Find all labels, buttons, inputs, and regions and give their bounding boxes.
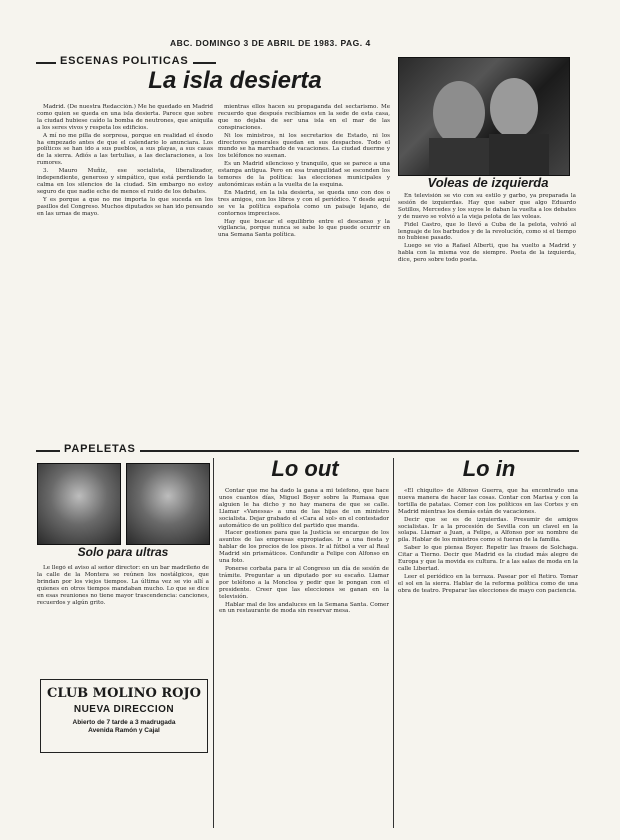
paragraph: Madrid. (De nuestra Redacción.) Me he quedado en Madrid como quien se queda en una isla desierta. Parece que sobre la ciudad hubiese caído la bomba de neutrones, que aniquila a los seres vivos y respeta los edificios.	[37, 104, 213, 131]
paragraph: Le llegó el aviso al señor director: en un bar madrileño de la calle de la Montera se reúnen los nostálgicos, que brindan por los viejos tiempos. La última vez se vio allí a quienes en otros tiempos mandaban mucho. Lo que se dice en esas reuniones no tiene mayor trascendencia: canciones, recuerdos y algún grito.	[37, 565, 209, 606]
voleas-headline: Voleas de izquierda	[427, 175, 549, 190]
paragraph: Hacer gestiones para que la Justicia se encargue de los asuntos de las empresas expropiadas. Ir a una fiesta y hablar de los precios de los pisos. Ir al fútbol a ver al Real Madrid sin prismáticos. Confundir a Felipe con Alfonso en una foto.	[219, 530, 389, 565]
ultras-photo-left	[37, 463, 121, 545]
paragraph: 3. Mauro Muñiz, ese socialista, liberalizador, independiente, generoso y simpático, que está perdiendo la calma en los silencios de la ciudad. Sin embargo no estoy seguro de que nadie eche de menos el ruido de los debates.	[37, 168, 213, 195]
voleas-photo	[398, 57, 570, 176]
paragraph: Hay que buscar el equilibrio entre el descanso y la vigilancia, porque nunca se sabe lo que puede ocurrir en una Semana Santa política.	[218, 218, 390, 239]
voleas-text	[398, 193, 576, 441]
paragraph: Es un Madrid silencioso y tranquilo, que se parece a una estampa antigua. Pero en esa tranquilidad se esconden los temores de la política: las elecciones municipales y autonómicas están a la vuelta de la esquina.	[218, 161, 390, 188]
column-divider	[213, 458, 214, 828]
portrait-figures-icon	[399, 58, 569, 175]
paragraph: Hablar mal de los andaluces en la Semana Santa. Comer en un restaurante de moda sin reservar mesa.	[219, 601, 389, 615]
ad-subtitle: NUEVA DIRECCION	[73, 704, 175, 715]
paragraph: A mí no me pilla de sorpresa, porque en realidad el éxodo ha empezado antes de que el calendario lo anunciara. Los políticos se han ido a sus pueblos, a sus playas, a sus casas de la sierra. Adiós a las tertulias, a las declaraciones, a los rumores.	[37, 132, 213, 167]
paragraph: Leer el periódico en la terraza. Pasear por el Retiro. Tomar el sol en la sierra. Hablar de la reforma política como de una obra de teatro. Preparar las elecciones de mayo con paciencia.	[398, 573, 578, 594]
ad-address: Avenida Ramón y Cajal	[88, 727, 160, 734]
ultras-photo-right	[126, 463, 210, 545]
paragraph: Decir que se es de izquierdas. Presumir de amigos socialistas. Ir a la procesión de Sevilla con un clavel en la solapa. Llamar a Juan, a Felipe, a Alfonso por su nombre de pila. Hablar de los ministros como si fueran de la familia.	[398, 516, 578, 544]
ad-title: CLUB MOLINO ROJO	[47, 686, 201, 701]
ultras-text	[37, 565, 209, 670]
paragraph: En televisión se vio con su estilo y garbo, ya preparada la sesión de izquierdas. Hay que saber que algo Eduardo Sotillos, Mercedes y los suyos le daban la vuelta a los debates y de nuevo se volvió a la vieja pelota de las voleas.	[398, 193, 576, 220]
paragraph: Contar que me ha dado la gana a mi teléfono, que hace unos cuantos días, Miguel Boyer sobre la Rumasa que alguien le ha dicho y no hay manera de que se calle. Llamar «Vanessa» a una de las hijas de un ministro socialista. Dejar grabado el «Cara al sol» en el contestador automático de un político del partido que manda.	[219, 488, 389, 529]
isla-headline: La isla desierta	[148, 67, 322, 94]
lo-in-text	[398, 488, 578, 828]
page-header: ABC. DOMINGO 3 DE ABRIL DE 1983. PAG. 4	[170, 38, 371, 48]
molino-rojo-ad	[40, 679, 208, 753]
paragraph: mientras ellos hacen su propaganda del sectarismo. Me recuerdo que después recibíamos en la sede de esta casa, que no dejaba de ser una isla en el mar de las conspiraciones.	[218, 104, 390, 131]
isla-column-1	[37, 104, 213, 442]
isla-column-2	[218, 104, 390, 442]
paragraph: Fidel Castro, que lo llevó a Cuba de la pelota, volvió al lenguaje de los barbudos y de la revolución, como si el tiempo no hubiese pasado.	[398, 221, 576, 242]
paragraph: Saber lo que piensa Boyer. Repetir las frases de Solchaga. Citar a Tierno. Decir que Madrid es la ciudad más alegre de Europa y que la movida es cultura. Ir a las salas de moda en la calle Libertad.	[398, 545, 578, 572]
paragraph: «El chiquito» de Alfonso Guerra, que ha encontrado una nueva manera de hacer las cosas. Contar con Marisa y con la tortilla de patatas. Comer con los políticos en las Cortes y en Madrid mientras los demás están de vacaciones.	[398, 488, 578, 515]
column-divider	[393, 458, 394, 828]
lo-in-headline: Lo in	[462, 456, 516, 481]
lo-out-headline: Lo out	[271, 456, 339, 481]
ultras-headline: Solo para ultras	[77, 545, 169, 559]
section-label-papeletas: PAPELETAS	[60, 443, 140, 455]
lo-out-text	[219, 488, 389, 828]
section-label-escenas: ESCENAS POLITICAS	[56, 55, 193, 67]
paragraph: En Madrid, en la isla desierta, se queda uno con dos o tres amigos, con los libros y con el periódico. Y desde aquí se ve la política española como un paisaje lejano, de contornos imprecisos.	[218, 189, 390, 217]
paragraph: Luego se vio a Rafael Alberti, que ha vuelto a Madrid y habla con la misma voz de siempre. Poeta de la izquierda, dice, pero sobre todo poeta.	[398, 243, 576, 264]
ad-hours: Abierto de 7 tarde a 3 madrugada	[72, 719, 176, 726]
paragraph: Ni los ministros, ni los secretarios de Estado, ni los directores generales quedan en sus despachos. Todo el mundo se ha marchado de vacaciones. La ciudad duerme y los teléfonos no suenan.	[218, 132, 390, 160]
paragraph: Y es porque a que no me importa lo que suceda en los pasillos del Congreso. Muchos diputados se han ido pensando en las urnas de mayo.	[37, 196, 213, 217]
paragraph: Ponerse corbata para ir al Congreso un día de sesión de trámite. Preguntar a un diputado por su escaño. Llamar por teléfono a la Moncloa y pedir que le pongan con el presidente. Creer que las elecciones se ganan en la televisión.	[219, 565, 389, 600]
